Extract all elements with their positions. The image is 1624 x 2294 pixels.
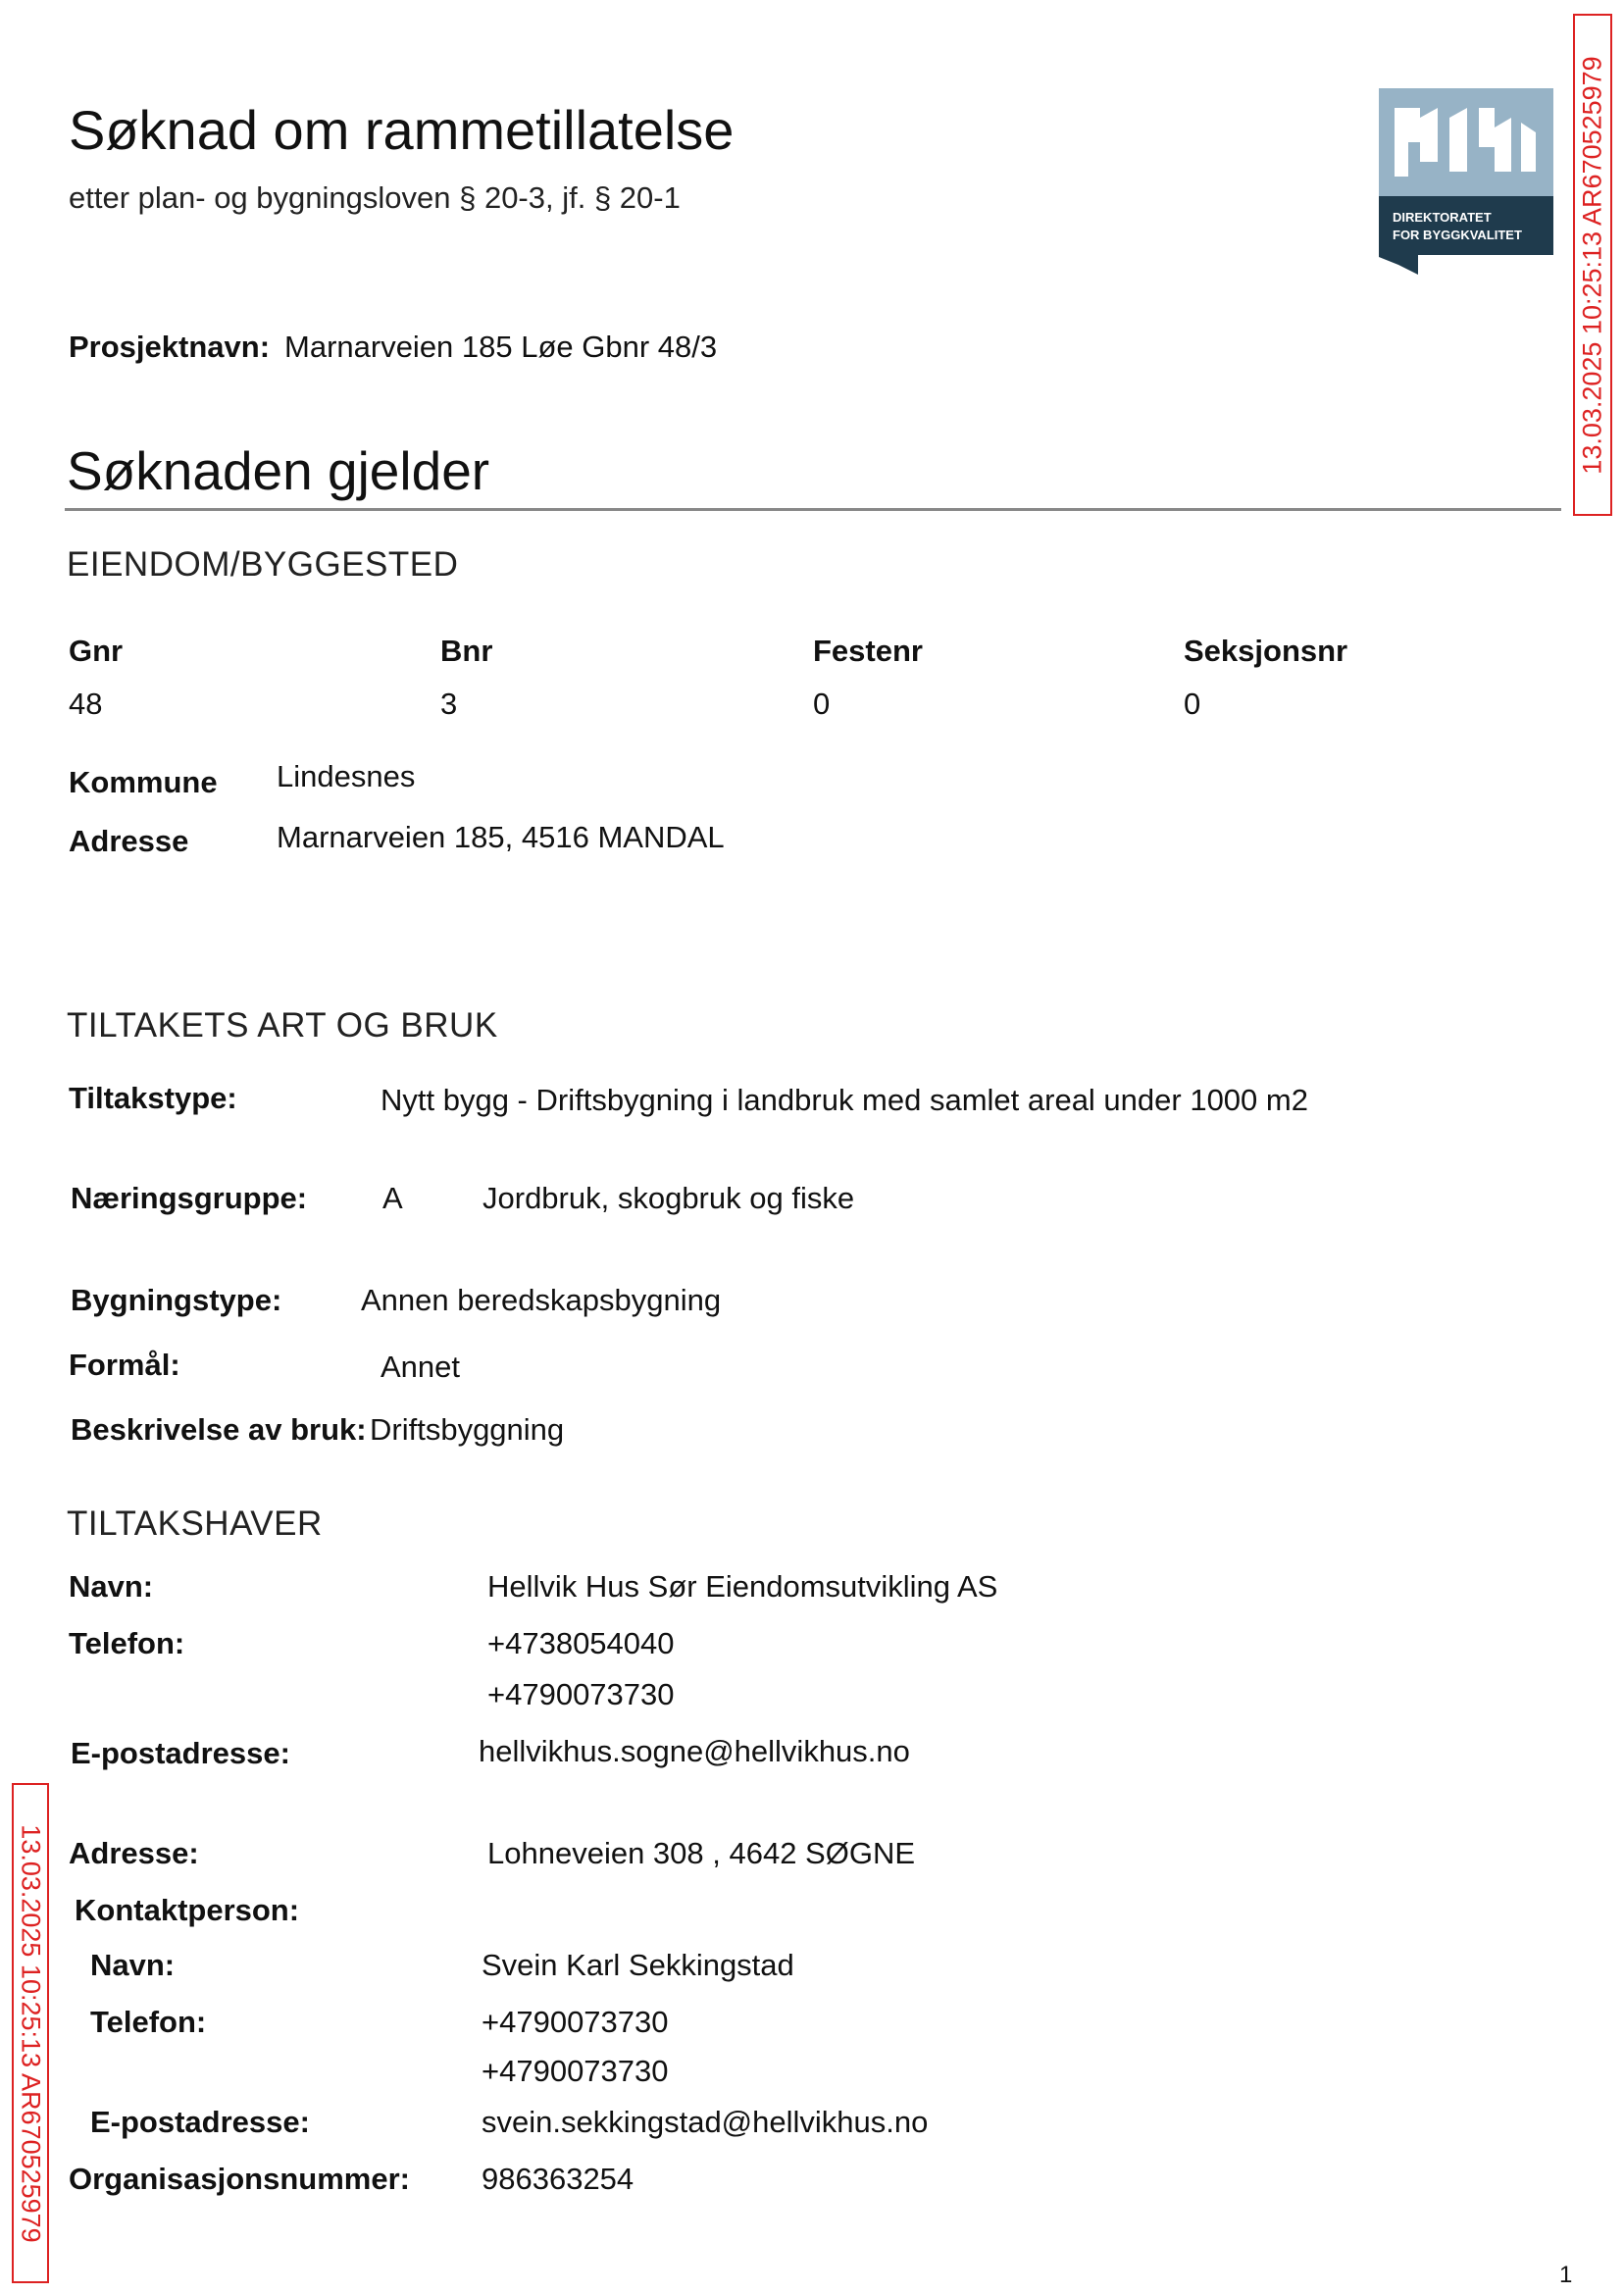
naeringsgruppe-label: Næringsgruppe:: [71, 1181, 308, 1215]
tiltakshaver-telefon-value-2: +4790073730: [487, 1677, 675, 1711]
svg-text:FOR BYGGKVALITET: FOR BYGGKVALITET: [1393, 228, 1522, 242]
bygningstype-label: Bygningstype:: [71, 1283, 282, 1317]
received-stamp-bottom: [12, 1783, 49, 2283]
tiltakstype-value: Nytt bygg - Driftsbygning i landbruk med samlet areal under 1000 m2: [381, 1083, 1308, 1117]
gnr-label: Gnr: [69, 634, 124, 668]
festenr-value: 0: [813, 687, 831, 721]
orgnr-value: 986363254: [482, 2162, 634, 2196]
bnr-value: 3: [440, 687, 458, 721]
kontakt-telefon-label: Telefon:: [90, 2005, 207, 2039]
formal-label: Formål:: [69, 1348, 180, 1382]
bnr-label: Bnr: [440, 634, 493, 668]
seksjonsnr-value: 0: [1184, 687, 1201, 721]
kommune-value: Lindesnes: [277, 759, 416, 793]
received-stamp-bottom-text: 13.03.2025 10:25:13 AR670525979: [16, 1823, 46, 2243]
document-title: Søknad om rammetillatelse: [69, 99, 735, 161]
bygningstype-value: Annen beredskapsbygning: [361, 1283, 722, 1317]
tiltakshaver-heading: TILTAKSHAVER: [67, 1504, 323, 1543]
kontakt-epost-value: svein.sekkingstad@hellvikhus.no: [482, 2105, 929, 2139]
section-title: Søknaden gjelder: [67, 440, 490, 501]
tiltakshaver-epost-label: E-postadresse:: [71, 1736, 290, 1770]
received-stamp-top: [1573, 14, 1612, 516]
tiltakshaver-adresse-label: Adresse:: [69, 1836, 199, 1870]
naeringsgruppe-value: Jordbruk, skogbruk og fiske: [482, 1181, 855, 1215]
festenr-label: Festenr: [813, 634, 923, 668]
project-name-label: Prosjektnavn:: [69, 330, 271, 364]
naeringsgruppe-code: A: [382, 1181, 403, 1215]
page-number: 1: [1559, 2262, 1573, 2288]
adresse-label: Adresse: [69, 824, 189, 858]
adresse-value: Marnarveien 185, 4516 MANDAL: [277, 820, 725, 854]
formal-value: Annet: [381, 1350, 461, 1384]
beskrivelse-label: Beskrivelse av bruk:: [71, 1412, 367, 1447]
svg-text:DIREKTORATET: DIREKTORATET: [1393, 210, 1492, 225]
kontakt-telefon-value-1: +4790073730: [482, 2005, 669, 2039]
tiltakshaver-navn-label: Navn:: [69, 1569, 154, 1604]
tiltakshaver-epost-value: hellvikhus.sogne@hellvikhus.no: [479, 1734, 910, 1768]
dibk-logo-icon: [1379, 88, 1553, 275]
document-subtitle: etter plan- og bygningsloven § 20-3, jf. § 20-1: [69, 180, 681, 215]
kontakt-telefon-value-2: +4790073730: [482, 2054, 669, 2088]
kontakt-navn-value: Svein Karl Sekkingstad: [482, 1948, 794, 1982]
gnr-value: 48: [69, 687, 103, 721]
kommune-label: Kommune: [69, 765, 218, 799]
dibk-logo: [1379, 88, 1553, 275]
kontakt-epost-label: E-postadresse:: [90, 2105, 310, 2139]
kontakt-navn-label: Navn:: [90, 1948, 176, 1982]
project-name-value: Marnarveien 185 Løe Gbnr 48/3: [284, 330, 718, 364]
seksjonsnr-label: Seksjonsnr: [1184, 634, 1348, 668]
tiltakstype-label: Tiltakstype:: [69, 1081, 237, 1115]
tiltakshaver-telefon-value-1: +4738054040: [487, 1626, 675, 1660]
tiltakshaver-telefon-label: Telefon:: [69, 1626, 185, 1660]
beskrivelse-value: Driftsbyggning: [370, 1412, 565, 1447]
eiendom-heading: EIENDOM/BYGGESTED: [67, 545, 459, 584]
section-divider: [65, 508, 1561, 511]
tiltakshaver-navn-value: Hellvik Hus Sør Eiendomsutvikling AS: [487, 1569, 998, 1604]
received-stamp-top-text: 13.03.2025 10:25:13 AR670525979: [1577, 55, 1607, 475]
tiltak-heading: TILTAKETS ART OG BRUK: [67, 1006, 498, 1045]
tiltakshaver-adresse-value: Lohneveien 308 , 4642 SØGNE: [487, 1836, 916, 1870]
orgnr-label: Organisasjonsnummer:: [69, 2162, 410, 2196]
kontaktperson-label: Kontaktperson:: [75, 1893, 300, 1927]
